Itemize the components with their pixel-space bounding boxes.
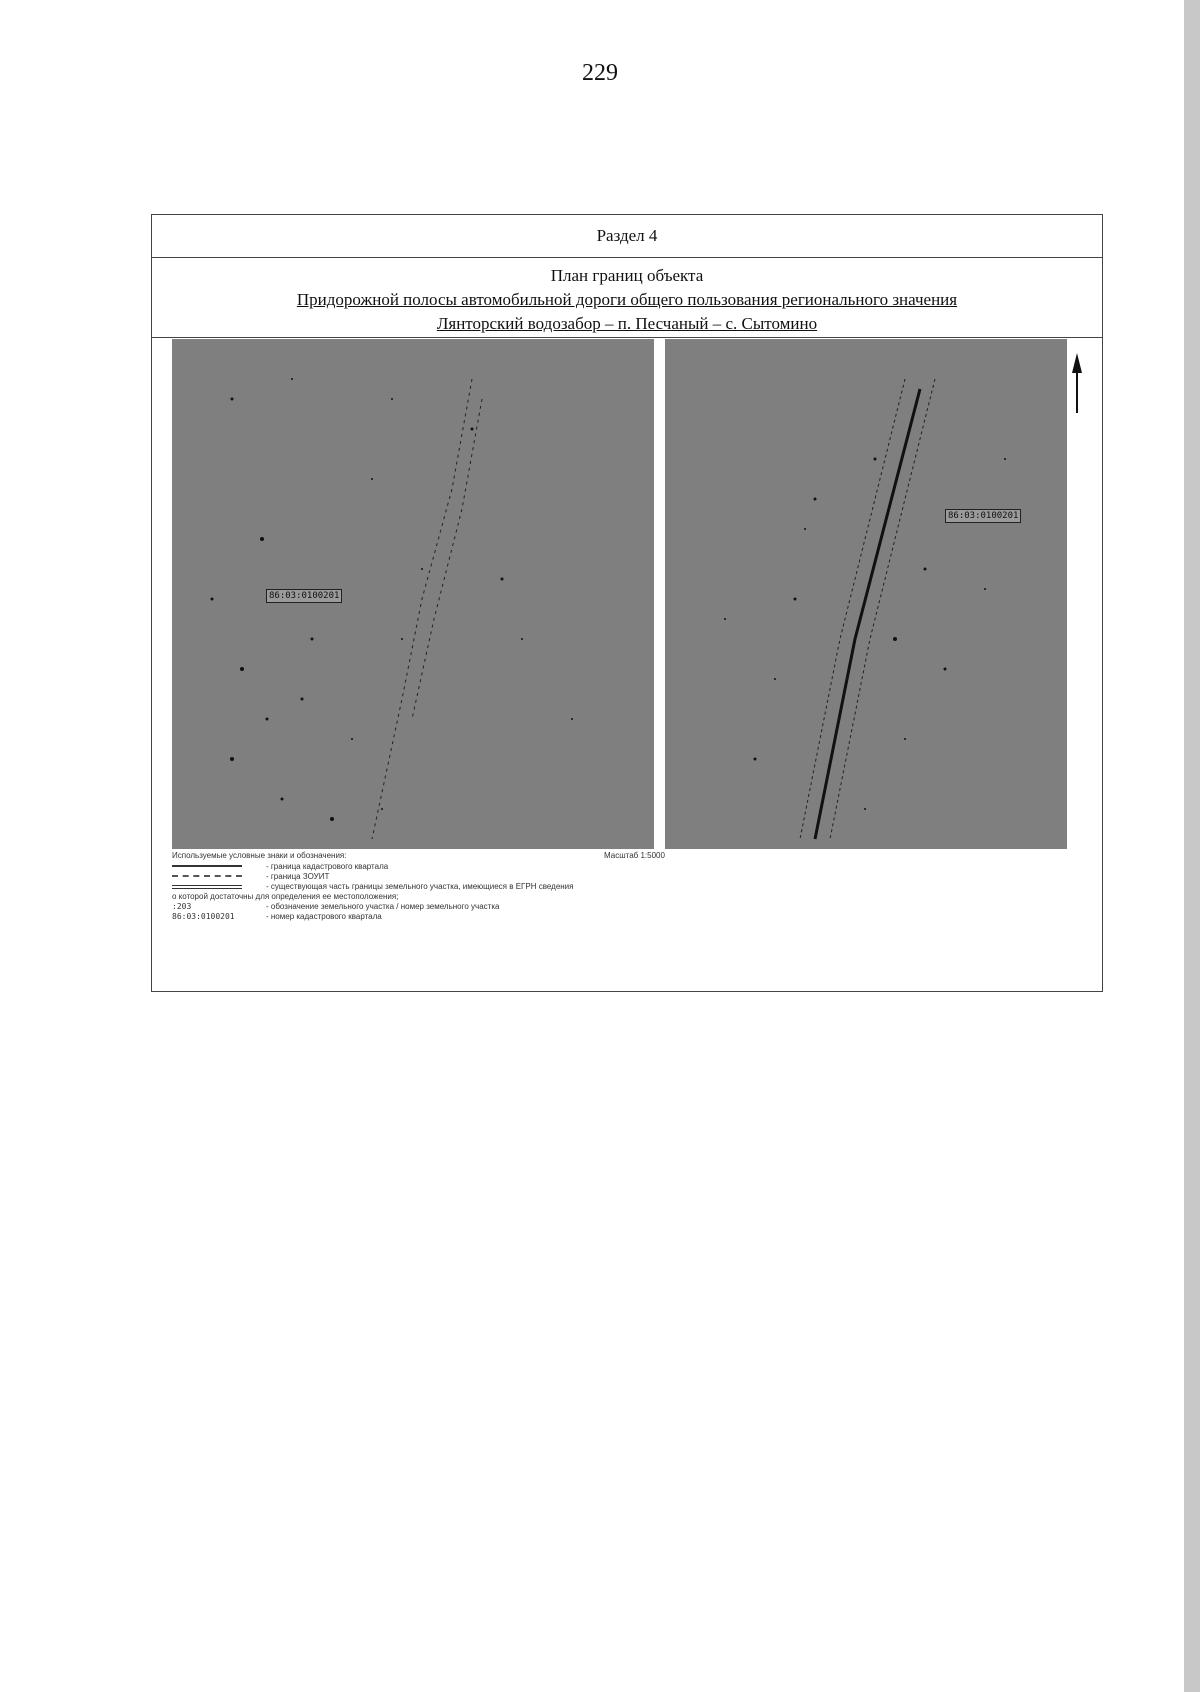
- legend-item: - существующая часть границы земельного участка, имеющиеся в ЕГРН сведения: [172, 882, 872, 892]
- map-right-canvas: [665, 339, 1067, 849]
- object-name-line-2: Лянторский водозабор – п. Песчаный – с. Сытомино: [436, 314, 818, 333]
- map-left-canvas: [172, 339, 654, 849]
- map-right: [665, 339, 1067, 849]
- map-left-cadastral-label: 86:03:0100201: [266, 589, 342, 603]
- legend-symbol: :203: [172, 902, 192, 911]
- map-left: [172, 339, 654, 849]
- map-right-cadastral-label: 86:03:0100201: [945, 509, 1021, 523]
- north-arrow-icon: [1070, 343, 1084, 423]
- scan-edge-band: [1184, 0, 1200, 1692]
- legend-item: - граница ЗОУИТ: [172, 872, 872, 882]
- section-label: Раздел 4: [152, 215, 1102, 258]
- legend-item: :203 - обозначение земельного участка / номер земельного участка: [172, 902, 500, 911]
- page-number: 229: [582, 60, 618, 86]
- legend-line-double-icon: [172, 885, 242, 889]
- legend-item: 86:03:0100201 - номер кадастрового квартала: [172, 912, 382, 921]
- legend-title: Используемые условные знаки и обозначения:: [172, 851, 347, 860]
- legend-item: о которой достаточны для определения ее местоположения;: [172, 892, 399, 901]
- legend-symbol: 86:03:0100201: [172, 912, 235, 921]
- map-scale: Масштаб 1:5000: [604, 851, 665, 860]
- map-area: [172, 339, 1086, 859]
- plan-frame: [151, 214, 1103, 992]
- legend-item: - граница кадастрового квартала: [172, 862, 872, 872]
- plan-title-block: [152, 258, 1102, 338]
- object-name-line-1: Придорожной полосы автомобильной дороги общего пользования регионального значения: [296, 290, 958, 309]
- plan-title: План границ объекта: [550, 266, 704, 285]
